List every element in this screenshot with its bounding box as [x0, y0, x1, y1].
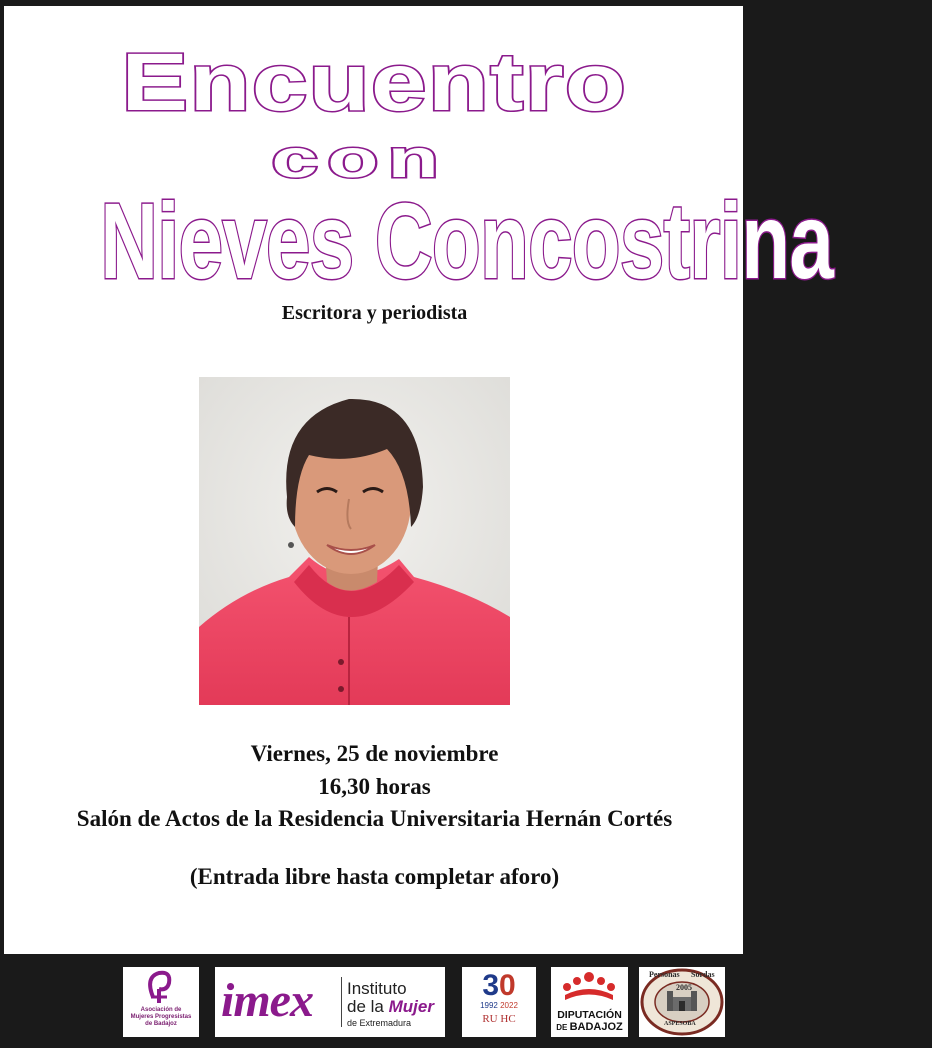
- imex-line-2-emph: Mujer: [388, 997, 434, 1016]
- diputacion-line-1: DIPUTACIÓN: [557, 1009, 622, 1021]
- portrait-photo: [199, 377, 510, 705]
- logo-personas-sordas: [639, 967, 725, 1037]
- title-line-con: con: [271, 129, 449, 189]
- imex-wordmark: imex: [221, 974, 313, 1027]
- portrait-illustration: [199, 377, 510, 705]
- seal-word-right: Sordas: [691, 970, 715, 979]
- logo-diputacion-badajoz: [551, 967, 628, 1037]
- logo-30-aniversario: [462, 967, 536, 1037]
- crown-emblem-icon: [551, 967, 628, 1007]
- event-venue: Salón de Actos de la Residencia Universitaria Hernán Cortés: [76, 806, 673, 831]
- seal-year: 2005: [676, 983, 692, 992]
- anniversary-digit-0: 0: [499, 969, 516, 1002]
- seal-word-bottom: ASPESOBA: [664, 1021, 696, 1027]
- anniversary-digit-3: 3: [482, 969, 499, 1002]
- anniversary-years: [462, 1001, 536, 1010]
- amp-line-3: de Badajoz: [145, 1021, 177, 1027]
- imex-line-1: Instituto: [347, 979, 407, 998]
- imex-line-3: de Extremadura: [347, 1018, 412, 1028]
- diputacion-line-2-prefix: DE: [556, 1023, 570, 1032]
- entry-note: (Entrada libre hasta completar aforo): [189, 864, 560, 889]
- imex-line-2: [347, 997, 434, 1017]
- anniversary-year-start: 1992: [480, 1001, 498, 1010]
- figure-symbol-icon: [123, 967, 199, 1007]
- diputacion-line-2-main: BADAJOZ: [569, 1021, 623, 1033]
- amp-line-2: Mujeres Progresistas: [130, 1014, 192, 1020]
- subtitle: Escritora y periodista: [281, 302, 468, 324]
- logo-imex: [215, 967, 445, 1037]
- anniversary-mark: RU HC: [482, 1013, 516, 1025]
- seal-word-left: Personas: [649, 970, 680, 979]
- amp-line-1: Asociación de: [140, 1007, 182, 1013]
- imex-divider: [341, 977, 342, 1027]
- event-time: 16,30 horas: [318, 774, 431, 799]
- imex-line-2-prefix: de la: [347, 997, 389, 1016]
- anniversary-year-end: 2022: [500, 1001, 518, 1010]
- anniversary-number: [462, 969, 536, 1003]
- title-line-encuentro: Encuentro: [121, 37, 628, 128]
- event-date: Viernes, 25 de noviembre: [250, 741, 499, 766]
- diputacion-line-2: [551, 1021, 628, 1033]
- logo-asociacion-mujeres-progresistas: [123, 967, 199, 1037]
- title-line-name: Nieves Concostrina: [100, 180, 834, 301]
